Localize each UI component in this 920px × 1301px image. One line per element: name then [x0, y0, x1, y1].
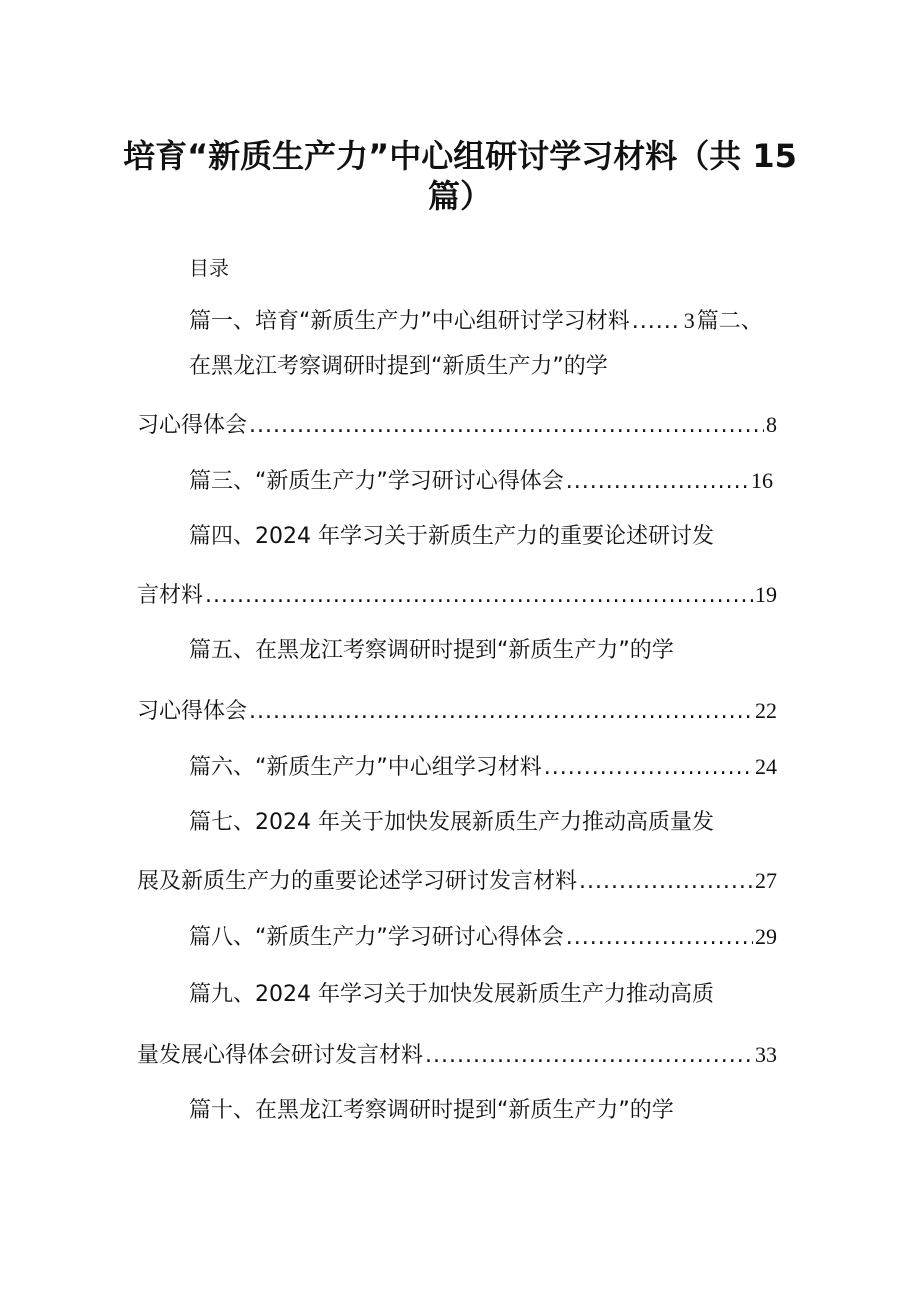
toc-entry-10-start[interactable]: 篇十、在黑龙江考察调研时提到“新质生产力”的学: [189, 1098, 674, 1123]
toc-entry-text: 量发展心得体会研讨发言材料: [137, 1043, 424, 1068]
toc-leader-dots: [205, 581, 753, 611]
toc-page-number: 29: [755, 924, 777, 949]
toc-entry-2-end[interactable]: [137, 410, 777, 440]
toc-entry-text: 习心得体会: [137, 413, 248, 438]
toc-entry-text: 篇一、培育“新质生产力”中心组研讨学习材料: [189, 309, 630, 334]
toc-page-number: 24: [755, 754, 777, 779]
toc-entry-3[interactable]: [189, 466, 773, 496]
toc-entry-9-start[interactable]: 篇九、2024 年学习关于加快发展新质生产力推动高质: [189, 982, 714, 1007]
toc-leader-dots: [632, 307, 682, 337]
toc-entry-text: 展及新质生产力的重要论述学习研讨发言材料: [137, 869, 578, 894]
toc-entry-4-end[interactable]: [137, 580, 777, 610]
toc-leader-dots: [249, 411, 764, 441]
toc-leader-dots: [544, 753, 753, 783]
document-title-line2: 篇）: [427, 177, 492, 215]
toc-entry-8[interactable]: [189, 922, 777, 952]
toc-entry-2-continued: 在黑龙江考察调研时提到“新质生产力”的学: [189, 354, 608, 379]
toc-entry-9-end[interactable]: [137, 1040, 777, 1070]
toc-page-number: 33: [755, 1042, 777, 1067]
toc-entry-text: 篇六、“新质生产力”中心组学习材料: [189, 755, 542, 780]
toc-page-number: 16: [751, 468, 773, 493]
toc-leader-dots: [566, 923, 753, 953]
toc-page-number: 22: [755, 698, 777, 723]
toc-heading: 目录: [189, 256, 229, 280]
toc-entry-5-end[interactable]: [137, 696, 777, 726]
toc-entry-4-start[interactable]: 篇四、2024 年学习关于新质生产力的重要论述研讨发: [189, 524, 714, 549]
toc-leader-dots: [566, 467, 749, 497]
toc-page-number: 19: [755, 582, 777, 607]
toc-leader-dots: [249, 697, 753, 727]
toc-page-number: 8: [766, 412, 777, 437]
toc-entry-7-end[interactable]: [137, 866, 777, 896]
toc-page-number: 27: [755, 868, 777, 893]
toc-entry-text: 习心得体会: [137, 699, 248, 724]
toc-entry-7-start[interactable]: 篇七、2024 年关于加快发展新质生产力推动高质量发: [189, 810, 714, 835]
toc-entry-text: 言材料: [137, 583, 204, 608]
toc-entry-text: 篇三、“新质生产力”学习研讨心得体会: [189, 469, 564, 494]
toc-leader-dots: [579, 867, 753, 897]
toc-entry-continuation: 篇二、: [696, 309, 763, 334]
toc-leader-dots: [425, 1041, 753, 1071]
document-title-line1: 培育“新质生产力”中心组研讨学习材料（共 15: [123, 137, 797, 175]
toc-entry-1[interactable]: [189, 306, 799, 336]
toc-page-number: 3: [683, 308, 695, 333]
toc-entry-5-start[interactable]: 篇五、在黑龙江考察调研时提到“新质生产力”的学: [189, 638, 674, 663]
toc-entry-6[interactable]: [189, 752, 777, 782]
toc-entry-text: 篇八、“新质生产力”学习研讨心得体会: [189, 925, 564, 950]
